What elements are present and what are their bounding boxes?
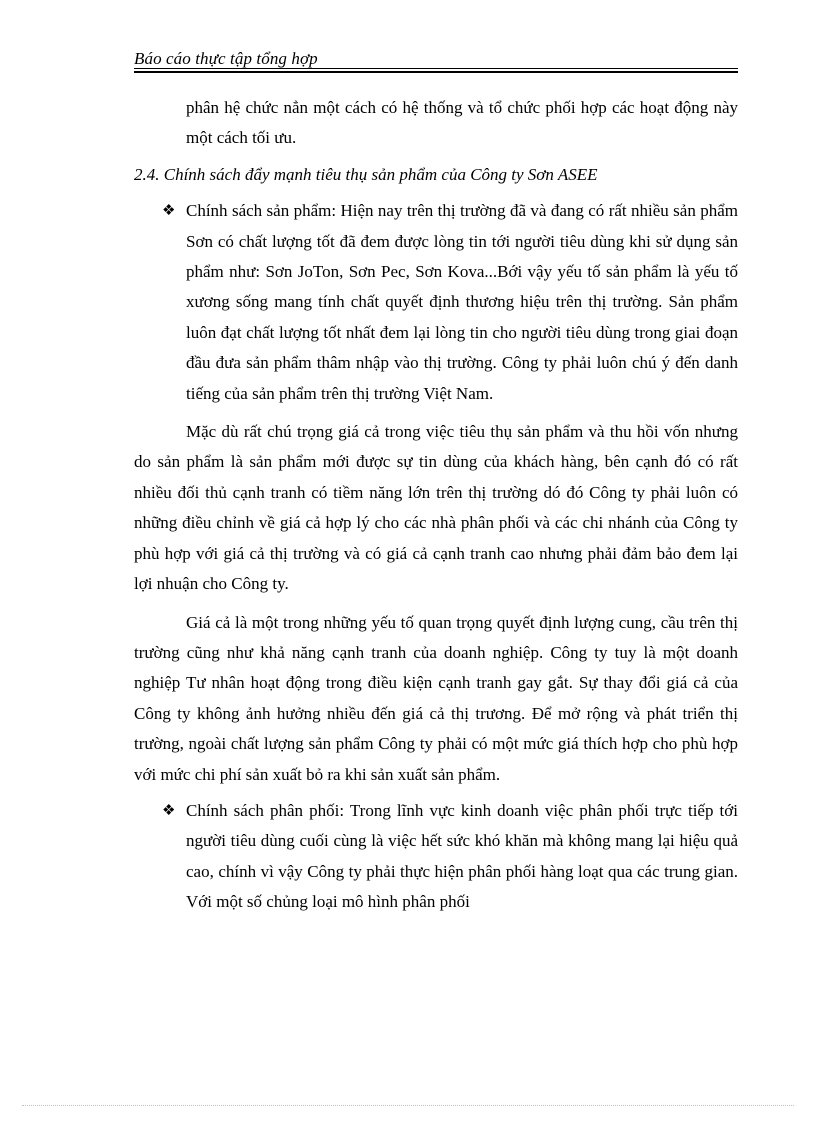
header-rule-thick: [134, 71, 738, 73]
product-policy-text: Chính sách sản phẩm: Hiện nay trên thị trường đã và đang có rất nhiều sản phẩm Sơn có chất lượng tốt đã đem được lòng tin tới người tiêu dùng khi sử dụng sản phẩm như: Sơn JoTon, Sơn Pec, Sơn Kova...Bới vậy yếu tố sản phẩm là yếu tố xương sống mang tính chất quyết định thương hiệu trên thị trường. Sản phẩm luôn đạt chất lượng tốt nhất đem lại lòng tin cho người tiêu dùng trong giai đoạn đầu đưa sản phẩm thâm nhập vào thị trường. Công ty phải luôn chú ý đến danh tiếng của sản phẩm trên thị trường Việt Nam.: [186, 201, 738, 403]
price-paragraph-1: Mặc dù rất chú trọng giá cả trong việc tiêu thụ sản phẩm và thu hồi vốn nhưng do sản phẩm là sản phẩm mới được sự tin dùng của khách hàng, bên cạnh đó có rất nhiều đối thủ cạnh tranh có tiềm năng lớn trên thị trường dó đó Công ty phải luôn có những điều chỉnh về giá cả hợp lý cho các nhà phân phối và các chi nhánh của Công ty phù hợp với giá cả thị trường và có giá cả cạnh tranh cao nhưng phải đảm bảo đem lại lợi nhuận cho Công ty.: [134, 422, 738, 594]
page-header: [134, 47, 738, 73]
price-paragraph-2: Giá cả là một trong những yếu tố quan trọng quyết định lượng cung, cầu trên thị trường cũng như khả năng cạnh tranh của doanh nghiệp. Công ty tuy là một doanh nghiệp Tư nhân hoạt động trong điều kiện cạnh tranh gay gắt. Sự thay đổi giá cả của Công ty không ảnh hưởng nhiều đến giá cả thị trương. Để mở rộng và phát triển thị trường, ngoài chất lượng sản phẩm Công ty phải có một mức giá thích hợp cho phù hợp với mức chi phí sản xuất bỏ ra khi sản xuất sản phẩm.: [134, 612, 738, 784]
diamond-bullet-icon: ❖: [162, 802, 176, 819]
product-policy-bullet: [134, 196, 738, 409]
header-rule-thin: [134, 68, 738, 69]
section-heading: 2.4. Chính sách đẩy mạnh tiêu thụ sản phẩm của Công ty Sơn ASEE: [134, 164, 598, 184]
diamond-bullet-icon: ❖: [162, 203, 176, 220]
intro-continuation-paragraph: phân hệ chức nẳn một cách có hệ thống và tổ chức phối hợp các hoạt động này một cách tối ưu.: [186, 98, 738, 148]
header-title: Báo cáo thực tập tổng hợp: [134, 49, 318, 68]
distribution-policy-text: Chính sách phân phối: Trong lĩnh vực kinh doanh việc phân phối trực tiếp tới người tiêu dùng cuối cùng là việc hết sức khó khăn mà không mang lại hiệu quả cao, chính vì vậy Công ty phải thực hiện phân phối hàng loạt qua các trung gian. Với một số chủng loại mô hình phân phối: [186, 800, 738, 912]
distribution-policy-bullet: [134, 796, 738, 918]
footer-dotted-rule: [22, 1105, 794, 1106]
document-body: [134, 93, 738, 918]
